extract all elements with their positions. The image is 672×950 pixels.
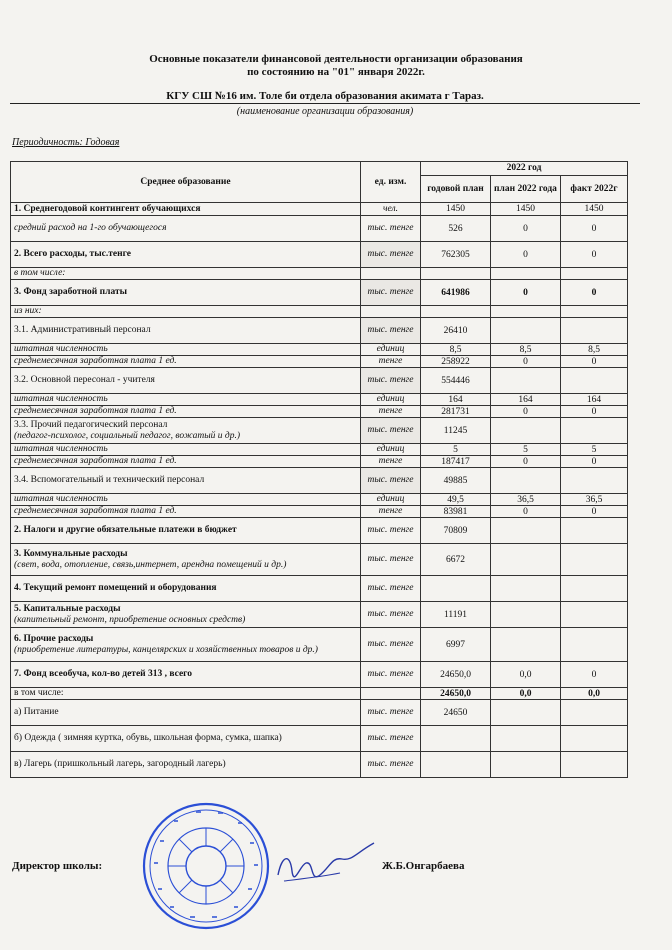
row-plan: [421, 726, 491, 752]
table-body: [11, 203, 628, 778]
row-unit: [361, 268, 421, 280]
row-name-text: штатная численность: [14, 444, 108, 454]
row-plan: [421, 576, 491, 602]
table-row: [11, 494, 628, 506]
row-plan: 6672: [421, 544, 491, 576]
row-name: [11, 306, 361, 318]
row-plan: 24650,0: [421, 688, 491, 700]
row-unit: [361, 688, 421, 700]
row-plan2022: [491, 518, 561, 544]
signature-image: [270, 835, 380, 905]
row-plan: 24650: [421, 700, 491, 726]
table-row: [11, 216, 628, 242]
row-name-text: в) Лагерь (пришкольный лагерь, загородный лагерь): [14, 759, 226, 769]
row-plan2022: [491, 602, 561, 628]
row-name: [11, 242, 361, 268]
row-plan2022: [491, 318, 561, 344]
row-unit: единиц: [361, 444, 421, 456]
row-fact: [561, 602, 628, 628]
table-row: [11, 242, 628, 268]
table-row: [11, 662, 628, 688]
row-subtitle: (капительный ремонт, приобретение основных средств): [14, 614, 246, 625]
row-plan: 164: [421, 394, 491, 406]
row-unit: тенге: [361, 406, 421, 418]
row-plan: 70809: [421, 518, 491, 544]
row-name: [11, 752, 361, 778]
document-title-line2: по состоянию на "01" января 2022г.: [247, 66, 425, 78]
table-row: [11, 356, 628, 368]
row-plan: 24650,0: [421, 662, 491, 688]
table-row: [11, 576, 628, 602]
row-fact: [561, 418, 628, 444]
row-plan2022: [491, 752, 561, 778]
table-row: [11, 602, 628, 628]
row-name-text: среднемесячная заработная плата 1 ед.: [14, 406, 177, 416]
row-plan2022: [491, 700, 561, 726]
row-fact: [561, 726, 628, 752]
row-name: [11, 216, 361, 242]
row-fact: [561, 306, 628, 318]
row-fact: 1450: [561, 203, 628, 216]
row-name-text: 2. Всего расходы, тыс.тенге: [14, 249, 131, 259]
table-row: [11, 306, 628, 318]
row-name-text: среднемесячная заработная плата 1 ед.: [14, 456, 177, 466]
row-plan2022: 1450: [491, 203, 561, 216]
row-name: [11, 688, 361, 700]
row-name: [11, 494, 361, 506]
row-plan2022: [491, 726, 561, 752]
row-name-text: 3.4. Вспомогательный и технический персонал: [14, 475, 205, 485]
row-name-text: 4. Текущий ремонт помещений и оборудования: [14, 583, 217, 593]
table-row: [11, 518, 628, 544]
row-name: [11, 418, 361, 444]
table-row: [11, 726, 628, 752]
row-unit: тыс. тенге: [361, 468, 421, 494]
row-fact: 0: [561, 506, 628, 518]
row-plan2022: 8,5: [491, 344, 561, 356]
row-unit: чел.: [361, 203, 421, 216]
row-unit: единиц: [361, 344, 421, 356]
row-fact: [561, 628, 628, 662]
row-plan2022: 5: [491, 444, 561, 456]
row-unit: тыс. тенге: [361, 662, 421, 688]
official-seal-image: [140, 800, 272, 932]
header-year: 2022 год: [421, 162, 628, 176]
row-name: [11, 602, 361, 628]
row-fact: [561, 518, 628, 544]
row-plan: 554446: [421, 368, 491, 394]
row-name: [11, 268, 361, 280]
row-fact: 36,5: [561, 494, 628, 506]
row-name-text: в том числе:: [14, 268, 66, 278]
row-unit: тыс. тенге: [361, 700, 421, 726]
row-name-text: 3.2. Основной пересонал - учителя: [14, 375, 155, 385]
row-plan2022: [491, 268, 561, 280]
row-name-text: 3.3. Прочий педагогический персонал: [14, 419, 168, 430]
row-unit: тыс. тенге: [361, 318, 421, 344]
organization-name: КГУ СШ №16 им. Толе би отдела образования акимата г Тараз.: [10, 90, 640, 104]
row-fact: 5: [561, 444, 628, 456]
row-fact: [561, 544, 628, 576]
row-unit: тыс. тенге: [361, 280, 421, 306]
row-plan2022: [491, 368, 561, 394]
row-name-text: а) Питание: [14, 707, 59, 717]
row-plan2022: 0: [491, 456, 561, 468]
row-name-text: в том числе:: [14, 688, 64, 698]
row-plan: [421, 306, 491, 318]
row-name: [11, 318, 361, 344]
row-plan: 83981: [421, 506, 491, 518]
row-fact: 0: [561, 356, 628, 368]
row-plan2022: [491, 418, 561, 444]
row-name-text: 3.1. Административный персонал: [14, 325, 151, 335]
table-row: [11, 468, 628, 494]
row-plan2022: 36,5: [491, 494, 561, 506]
director-label: Директор школы:: [12, 860, 103, 872]
row-plan: 6997: [421, 628, 491, 662]
row-name-text: 3. Коммунальные расходы: [14, 548, 128, 559]
row-name: [11, 368, 361, 394]
row-name: [11, 456, 361, 468]
row-name-text: среднемесячная заработная плата 1 ед.: [14, 506, 177, 516]
table-row: [11, 506, 628, 518]
row-name-text: среднемесячная заработная плата 1 ед.: [14, 356, 177, 366]
row-name-text: штатная численность: [14, 344, 108, 354]
header-plan: годовой план: [421, 176, 491, 203]
row-name-text: 1. Среднегодовой контингент обучающихся: [14, 203, 201, 214]
row-unit: тыс. тенге: [361, 752, 421, 778]
row-plan2022: 0: [491, 406, 561, 418]
row-plan2022: 0: [491, 506, 561, 518]
row-plan: 187417: [421, 456, 491, 468]
row-name: [11, 576, 361, 602]
row-unit: тыс. тенге: [361, 602, 421, 628]
table-row: [11, 406, 628, 418]
row-plan2022: [491, 544, 561, 576]
row-unit: единиц: [361, 394, 421, 406]
row-name-text: 2. Налоги и другие обязательные платежи в бюджет: [14, 525, 237, 535]
row-fact: [561, 268, 628, 280]
row-fact: [561, 468, 628, 494]
periodicity: Периодичность: Годовая: [12, 137, 120, 148]
row-plan: 762305: [421, 242, 491, 268]
row-name-text: штатная численность: [14, 494, 108, 504]
row-unit: единиц: [361, 494, 421, 506]
row-plan2022: 164: [491, 394, 561, 406]
row-fact: 0: [561, 662, 628, 688]
table-row: [11, 394, 628, 406]
table-row: [11, 344, 628, 356]
row-unit: тенге: [361, 506, 421, 518]
table-row: [11, 700, 628, 726]
row-fact: [561, 318, 628, 344]
table-row: [11, 280, 628, 306]
header-fact: факт 2022г: [561, 176, 628, 203]
row-name: [11, 518, 361, 544]
organization-note: (наименование организации образования): [236, 106, 414, 117]
row-plan: 11191: [421, 602, 491, 628]
row-plan: 258922: [421, 356, 491, 368]
row-fact: 0: [561, 242, 628, 268]
row-plan: 49,5: [421, 494, 491, 506]
table-row: [11, 628, 628, 662]
document-title-line1: Основные показатели финансовой деятельности организации образования: [149, 53, 523, 65]
table-row: [11, 444, 628, 456]
row-name: [11, 444, 361, 456]
header-plan2022: план 2022 года: [491, 176, 561, 203]
financial-table: [10, 161, 628, 778]
row-name-text: 6. Прочие расходы: [14, 633, 94, 644]
row-plan2022: [491, 468, 561, 494]
row-name: [11, 344, 361, 356]
table-row: [11, 752, 628, 778]
row-plan: 8,5: [421, 344, 491, 356]
row-name: [11, 468, 361, 494]
row-unit: тыс. тенге: [361, 544, 421, 576]
row-unit: тыс. тенге: [361, 518, 421, 544]
row-plan2022: 0: [491, 356, 561, 368]
row-unit: тыс. тенге: [361, 216, 421, 242]
row-unit: тенге: [361, 456, 421, 468]
row-name-text: 5. Капитальные расходы: [14, 603, 121, 614]
table-row: [11, 418, 628, 444]
table-row: [11, 456, 628, 468]
row-plan2022: 0: [491, 242, 561, 268]
row-plan2022: 0: [491, 216, 561, 242]
row-fact: [561, 752, 628, 778]
row-plan2022: 0,0: [491, 662, 561, 688]
row-name: [11, 662, 361, 688]
row-name-text: из них:: [14, 306, 42, 316]
row-subtitle: (приобретение литературы, канцелярских и хозяйственных товаров и др.): [14, 644, 318, 655]
row-unit: тыс. тенге: [361, 726, 421, 752]
row-name: [11, 280, 361, 306]
row-fact: 0: [561, 406, 628, 418]
row-name-text: б) Одежда ( зимняя куртка, обувь, школьная форма, сумка, шапка): [14, 733, 282, 743]
row-name-text: штатная численность: [14, 394, 108, 404]
row-fact: 164: [561, 394, 628, 406]
table-row: [11, 544, 628, 576]
row-unit: тенге: [361, 356, 421, 368]
row-fact: [561, 368, 628, 394]
row-unit: тыс. тенге: [361, 576, 421, 602]
table-row: [11, 318, 628, 344]
row-plan: 641986: [421, 280, 491, 306]
row-fact: 0: [561, 456, 628, 468]
row-name-text: средний расход на 1-го обучающегося: [14, 223, 167, 233]
table-row: [11, 368, 628, 394]
row-unit: [361, 306, 421, 318]
row-plan2022: [491, 576, 561, 602]
row-name: [11, 394, 361, 406]
director-name: Ж.Б.Онгарбаева: [382, 860, 465, 872]
row-name: [11, 628, 361, 662]
row-plan: 1450: [421, 203, 491, 216]
table-row: [11, 268, 628, 280]
row-plan2022: 0,0: [491, 688, 561, 700]
row-name: [11, 506, 361, 518]
row-unit: тыс. тенге: [361, 628, 421, 662]
row-name-text: 3. Фонд заработной платы: [14, 287, 128, 297]
row-plan: 26410: [421, 318, 491, 344]
row-name: [11, 544, 361, 576]
row-name: [11, 406, 361, 418]
table-row: [11, 203, 628, 216]
table-row: [11, 688, 628, 700]
row-fact: [561, 700, 628, 726]
row-name: [11, 700, 361, 726]
row-subtitle: (педагог-психолог, социальный педагог, вожатый и др.): [14, 430, 240, 441]
row-name: [11, 356, 361, 368]
row-plan: 281731: [421, 406, 491, 418]
row-fact: 0,0: [561, 688, 628, 700]
row-plan: [421, 268, 491, 280]
row-name: [11, 726, 361, 752]
row-plan: 526: [421, 216, 491, 242]
row-plan2022: [491, 628, 561, 662]
row-plan2022: [491, 306, 561, 318]
header-name: Среднее образование: [11, 162, 361, 203]
row-plan: 5: [421, 444, 491, 456]
row-name-text: 7. Фонд всеобуча, кол-во детей 313 , всего: [14, 669, 193, 679]
row-fact: 8,5: [561, 344, 628, 356]
row-name: [11, 203, 361, 216]
row-unit: тыс. тенге: [361, 418, 421, 444]
row-fact: 0: [561, 280, 628, 306]
row-fact: [561, 576, 628, 602]
row-unit: тыс. тенге: [361, 242, 421, 268]
row-plan: [421, 752, 491, 778]
row-subtitle: (свет, вода, отопление, связь,интернет, арендна помещений и др.): [14, 559, 287, 570]
row-plan: 49885: [421, 468, 491, 494]
row-fact: 0: [561, 216, 628, 242]
row-plan: 11245: [421, 418, 491, 444]
row-unit: тыс. тенге: [361, 368, 421, 394]
header-unit: ед. изм.: [361, 162, 421, 203]
row-plan2022: 0: [491, 280, 561, 306]
